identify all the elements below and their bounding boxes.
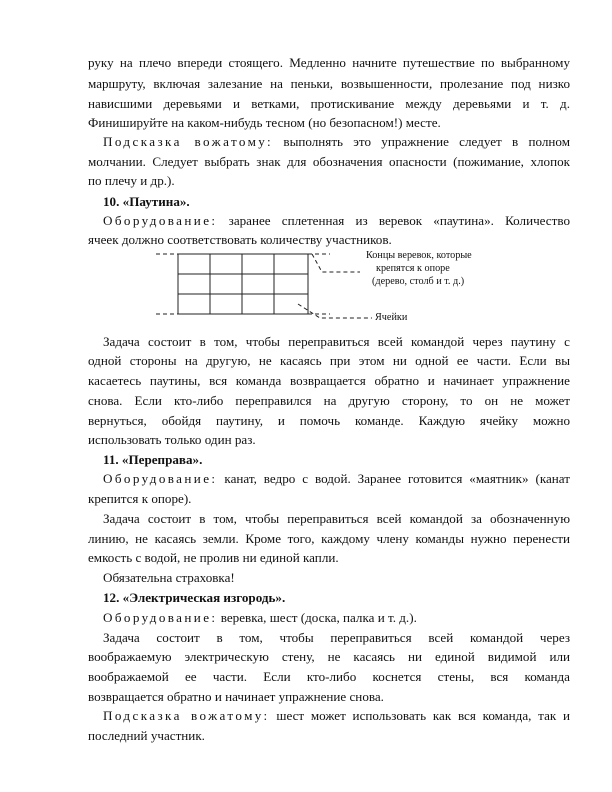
equipment-text: заранее сплетенная из веревок «паутина». Количество xyxy=(228,213,570,228)
text-line: нависшими деревьями и ветками, протискивание между деревьями и т. д. xyxy=(88,96,570,111)
caption-cells: Ячейки xyxy=(375,312,408,323)
hint-text: шест может использовать как вся команда, так и xyxy=(276,708,571,723)
safety-note: Обязательна страховка! xyxy=(103,570,235,585)
hint-text: выполнять это упражнение следует в полном xyxy=(283,134,570,149)
equipment-label: Оборудование: xyxy=(103,471,218,486)
text-line: воображаемой ее части. Если кто-либо коснется стены, вся команда xyxy=(88,669,570,684)
hint-line xyxy=(103,133,570,151)
text-line: вернуться, обойдя паутину, и помочь команде. Каждую ячейку можно xyxy=(88,413,570,428)
exercise-12-title: 12. «Электрическая изгородь». xyxy=(103,590,286,605)
text-line: ячеек должно соответствовать количеству участников. xyxy=(88,232,392,247)
text-line: руку на плечо впереди стоящего. Медленно начните путешествие по выбранному xyxy=(88,55,570,70)
equipment-text: веревка, шест (доска, палка и т. д.). xyxy=(220,610,417,625)
caption-rope-ends: Концы веревок, которые xyxy=(366,250,472,261)
text-line: Задача состоит в том, чтобы переправиться всей командой через xyxy=(103,630,570,645)
text-line: снова. Если кто-либо переправился на другую сторону, то он не может xyxy=(88,393,570,408)
exercise-11-title: 11. «Переправа». xyxy=(103,452,203,467)
text-line: Финишируйте на каком-нибудь тесном (но безопасном!) месте. xyxy=(88,115,441,130)
equipment-line xyxy=(103,212,570,230)
text-line: касаетесь паутины, вся команда возвращается обратно и начинает упражнение xyxy=(88,373,570,388)
equipment-label: Оборудование: xyxy=(103,213,218,228)
text-line: молчании. Следует выбрать знак для обозначения опасности (пожимание, хлопок xyxy=(88,154,570,169)
text-line: Задача состоит в том, чтобы переправиться всей командой за обозначенную xyxy=(103,511,570,526)
web-diagram xyxy=(150,248,550,330)
equipment-text: канат, ведро с водой. Заранее готовится «маятник» (канат xyxy=(224,471,570,486)
leader-line-cells xyxy=(298,304,372,318)
text-line: по плечу и др.). xyxy=(88,173,175,188)
text-line: Задача состоит в том, чтобы переправиться всей командой через паутину с xyxy=(103,334,570,349)
hint-line xyxy=(103,707,570,725)
hint-label: Подсказка вожатому: xyxy=(103,134,274,149)
hint-label: Подсказка вожатому: xyxy=(103,708,270,723)
leader-line-ends xyxy=(312,254,360,272)
text-line: воображаемую электрическую стену, не касаясь ни единой видимой или xyxy=(88,649,570,664)
equipment-line xyxy=(103,470,570,488)
text-line: линию, не касаясь земли. Кроме того, каждому члену команды нужно перенести xyxy=(88,531,570,546)
equipment-label: Оборудование: xyxy=(103,610,218,625)
text-line: использовать только один раз. xyxy=(88,432,256,447)
caption-rope-ends: (дерево, столб и т. д.) xyxy=(372,276,465,287)
equipment-line xyxy=(103,609,570,627)
text-line: последний участник. xyxy=(88,728,205,743)
grid-frame xyxy=(178,254,308,314)
text-line: крепится к опоре). xyxy=(88,491,192,506)
caption-rope-ends: крепятся к опоре xyxy=(376,263,450,274)
web-grid xyxy=(150,248,550,330)
text-line: возвращается обратно и начинает упражнение снова. xyxy=(88,689,384,704)
text-line: одной стороны на другую, не касаясь при этом ни одной ее части. Если вы xyxy=(88,353,570,368)
text-line: емкость с водой, не пролив ни единой капли. xyxy=(88,550,339,565)
exercise-10-title: 10. «Паутина». xyxy=(103,194,190,209)
text-line: маршруту, включая залезание на пеньки, возвышенности, пролезание под низко xyxy=(88,76,570,91)
